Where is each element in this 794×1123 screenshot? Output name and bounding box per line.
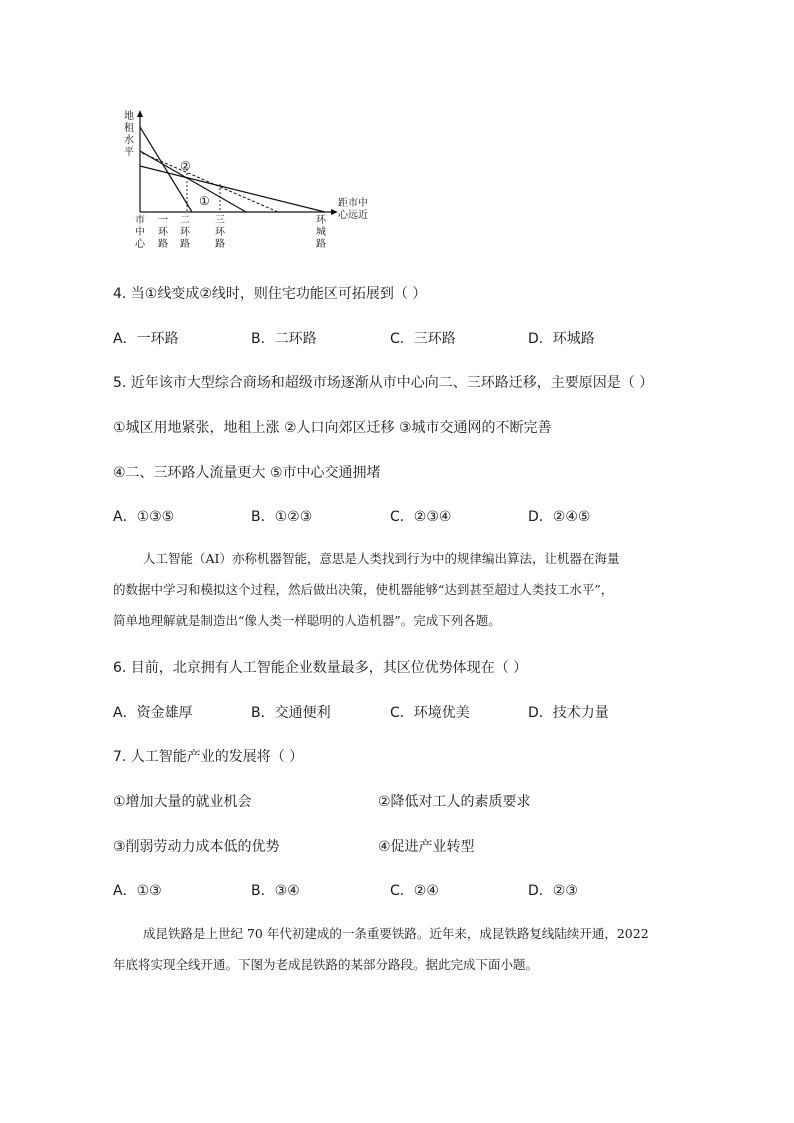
q4-stem: 4. 当①线变成②线时，则住宅功能区可拓展到（ ） bbox=[113, 286, 427, 302]
svg-text:环: 环 bbox=[158, 227, 168, 238]
svg-text:环: 环 bbox=[180, 227, 190, 238]
y-axis-label-3: 水 bbox=[124, 135, 134, 146]
svg-text:三: 三 bbox=[215, 215, 225, 226]
tick-city-center bbox=[135, 213, 146, 250]
tick-ring-1 bbox=[158, 215, 169, 250]
svg-text:一: 一 bbox=[158, 215, 168, 226]
q5-stem: 5. 近年该市大型综合商场和超级市场逐渐从市中心向二、三环路迁移，主要原因是（ ） bbox=[113, 375, 654, 391]
q6-option-b[interactable]: B．交通便利 bbox=[251, 705, 331, 721]
tick-ring-2 bbox=[180, 215, 191, 250]
q6-option-a[interactable]: A．资金雄厚 bbox=[113, 705, 193, 721]
ai-passage bbox=[113, 543, 619, 636]
y-axis-label-4: 平 bbox=[124, 147, 134, 158]
svg-text:环: 环 bbox=[215, 227, 225, 238]
svg-text:环: 环 bbox=[316, 215, 326, 226]
q5-option-c[interactable]: C．②③④ bbox=[390, 509, 452, 525]
rent-line-dashed bbox=[142, 153, 278, 212]
svg-text:城: 城 bbox=[316, 227, 326, 238]
q7-stem: 7. 人工智能产业的发展将（ ） bbox=[113, 749, 304, 765]
q7-option-d[interactable]: D．②③ bbox=[528, 883, 578, 899]
q6-option-c[interactable]: C．环境优美 bbox=[390, 705, 470, 721]
y-axis-label: 地 bbox=[124, 111, 134, 122]
svg-text:路: 路 bbox=[215, 239, 225, 250]
q7-item2: ②降低对工人的素质要求 bbox=[378, 794, 531, 810]
q4-option-b[interactable]: B．二环路 bbox=[251, 331, 317, 347]
q4-option-d[interactable]: D．环城路 bbox=[528, 331, 595, 347]
svg-text:中: 中 bbox=[135, 227, 145, 238]
railway-passage-line1: 成昆铁路是上世纪 70 年代初建成的一条重要铁路。近年来，成昆铁路复线陆续开通，2022 bbox=[143, 926, 649, 941]
x-axis-label: 距市中 bbox=[338, 198, 368, 209]
svg-text:路: 路 bbox=[316, 239, 326, 250]
ai-passage-line3: 简单地理解就是制造出“像人类一样聪明的人造机器”。完成下列各题。 bbox=[113, 613, 501, 628]
q5-option-a[interactable]: A．①③⑤ bbox=[113, 509, 175, 525]
y-axis-label-2: 租 bbox=[124, 123, 134, 134]
q7-item1: ①增加大量的就业机会 bbox=[113, 794, 252, 810]
q6-option-d[interactable]: D．技术力量 bbox=[528, 705, 609, 721]
q7-item3: ③削弱劳动力成本低的优势 bbox=[113, 839, 280, 855]
tick-city-ring bbox=[316, 214, 327, 250]
q7-option-b[interactable]: B．③④ bbox=[251, 883, 300, 899]
ai-passage-line2: 的数据中学习和模拟这个过程，然后做出决策，使机器能够“达到甚至超过人类技工水平”， bbox=[113, 582, 614, 597]
marker-line-2: ② bbox=[180, 159, 191, 173]
land-rent-diagram bbox=[120, 105, 390, 255]
svg-text:心: 心 bbox=[135, 239, 145, 250]
svg-text:二: 二 bbox=[180, 215, 190, 226]
x-axis-arrow bbox=[331, 209, 338, 215]
q6-stem: 6. 目前，北京拥有人工智能企业数量最多，其区位优势体现在（ ） bbox=[113, 660, 528, 676]
x-axis-label-2: 心远近 bbox=[338, 210, 368, 221]
marker-line-1: ① bbox=[199, 194, 210, 208]
rent-line-flat bbox=[140, 166, 325, 212]
q5-option-b[interactable]: B．①②③ bbox=[251, 509, 313, 525]
q5-items-line2: ④二、三环路人流量更大 ⑤市中心交通拥堵 bbox=[113, 465, 381, 481]
railway-passage-line2: 年底将实现全线开通。下图为老成昆铁路的某部分路段。据此完成下面小题。 bbox=[113, 957, 539, 972]
q4-option-a[interactable]: A．一环路 bbox=[113, 331, 179, 347]
railway-passage bbox=[113, 918, 649, 980]
q5-option-d[interactable]: D．②④⑤ bbox=[528, 509, 591, 525]
q7-option-a[interactable]: A．①③ bbox=[113, 883, 162, 899]
y-axis-arrow bbox=[137, 110, 143, 117]
q7-item4: ④促进产业转型 bbox=[378, 839, 475, 855]
q4-option-c[interactable]: C．三环路 bbox=[390, 331, 456, 347]
svg-text:路: 路 bbox=[180, 239, 190, 250]
svg-text:市: 市 bbox=[135, 215, 145, 226]
rent-line-mid bbox=[140, 151, 246, 212]
q7-option-c[interactable]: C．②④ bbox=[390, 883, 439, 899]
svg-text:路: 路 bbox=[158, 239, 168, 250]
ai-passage-line1: 人工智能（AI）亦称机器智能，意思是人类找到行为中的规律编出算法，让机器在海量 bbox=[143, 551, 620, 566]
q5-items-line1: ①城区用地紧张，地租上涨 ②人口向郊区迁移 ③城市交通网的不断完善 bbox=[113, 420, 552, 436]
tick-ring-3 bbox=[215, 214, 226, 250]
